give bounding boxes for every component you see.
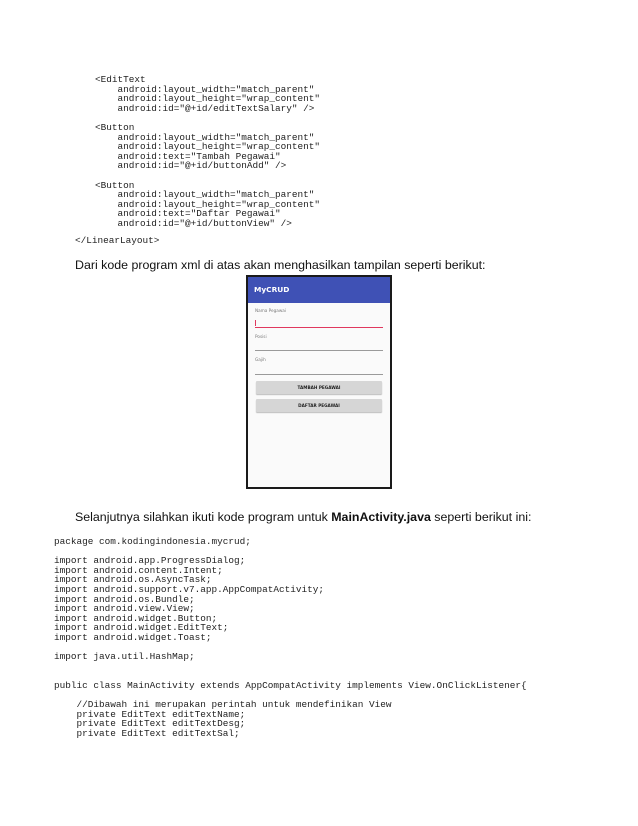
field-label-posisi: Posisi [255,334,267,339]
field-label-gajih: Gajih [255,357,266,362]
field-label-nama-pegawai: Nama Pegawai [255,308,287,313]
paragraph-text-before: Selanjutnya silahkan ikuti kode program untuk [75,510,332,524]
paragraph-text-after: seperti berikut ini: [430,510,532,524]
xml-code-closing-tag: </LinearLayout> [75,235,160,246]
mainactivity-filename: MainActivity.java [331,510,431,524]
mainactivity-paragraph [75,510,531,525]
nama-pegawai-input[interactable] [255,327,383,328]
text-cursor [255,320,256,326]
tambah-pegawai-button[interactable]: TAMBAH PEGAWAI [256,381,382,394]
xml-code-block: <EditText android:layout_width="match_parent" android:layout_height="wrap_content" android:id="@+id/editTextSalary" /> <Button android:layout_width="match_parent" android:layout_height="wrap_content" android:text="Tambah Pegawai" android:id="@+id/buttonAdd" /> <Button android:layout_width="match_parent" android:layout_height="wrap_content" android:text="Daftar Pegawai" android:id="@+id/buttonView" /> [95,74,321,229]
app-title-bar [248,277,390,303]
app-screenshot [246,275,392,489]
posisi-input[interactable] [255,350,383,351]
daftar-pegawai-button[interactable]: DAFTAR PEGAWAI [256,399,382,412]
app-title: MyCRUD [254,285,290,294]
intro-paragraph: Dari kode program xml di atas akan menghasilkan tampilan seperti berikut: [75,258,486,272]
java-code-block: package com.kodingindonesia.mycrud; import android.app.ProgressDialog; import android.content.Intent; import android.os.AsyncTask; import android.support.v7.app.AppCompatActivity; import android.os.Bundle; import android.view.View; import android.widget.Button; import android.widget.EditText; import android.widget.Toast; import java.util.HashMap; public class MainActivity extends AppCompatActivity implements View.OnClickListener{ //Dibawah ini merupakan perintah untuk mendefinikan View private EditText editTextName; private EditText editTextDesg; private EditText editTextSal; [54,536,527,739]
gajih-input[interactable] [255,374,383,375]
